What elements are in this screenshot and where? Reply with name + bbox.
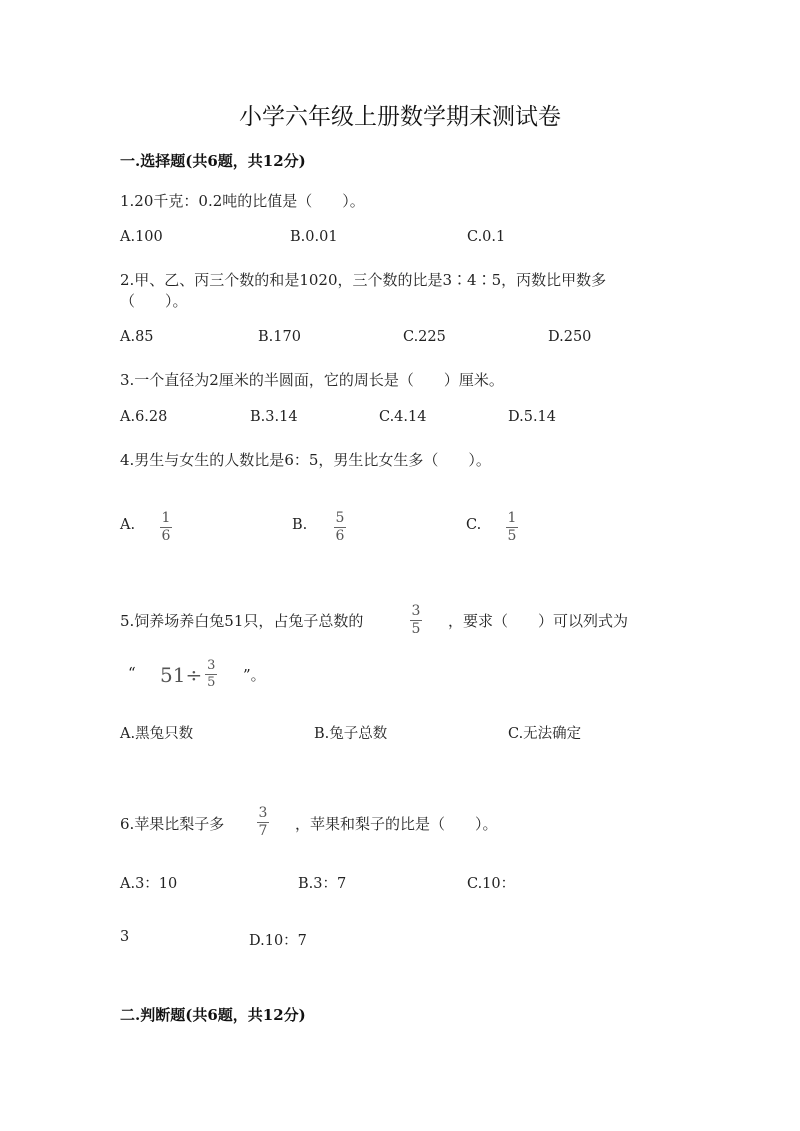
denominator: 6 bbox=[335, 528, 345, 544]
question-5-part-1: 5.饲养场养白兔51只，占兔子总数的 bbox=[120, 612, 364, 630]
question-2-line-2: （ ）。 bbox=[120, 292, 188, 310]
denominator: 5 bbox=[207, 675, 216, 690]
question-3: 3.一个直径为2厘米的半圆面，它的周长是（ ）厘米。 bbox=[120, 371, 504, 389]
q6-option-a: A.3：10 bbox=[120, 876, 178, 892]
q2-option-d: D.250 bbox=[548, 329, 592, 345]
q2-option-b: B.170 bbox=[258, 329, 301, 345]
numerator: 1 bbox=[161, 510, 171, 526]
q2-option-c: C.225 bbox=[403, 329, 446, 345]
denominator: 6 bbox=[161, 528, 171, 544]
q1-option-c: C.0.1 bbox=[467, 229, 506, 245]
q1-option-a: A.100 bbox=[120, 229, 163, 245]
q5-open-quote: “ bbox=[128, 664, 136, 682]
q4-option-a-fraction bbox=[160, 511, 172, 544]
q4-option-c-label: C. bbox=[466, 517, 482, 533]
q4-option-a-label: A. bbox=[120, 517, 136, 533]
q3-option-a: A.6.28 bbox=[120, 409, 168, 425]
q1-option-b: B.0.01 bbox=[290, 229, 338, 245]
q6-fraction bbox=[257, 806, 269, 839]
question-6-part-1: 6.苹果比梨子多 bbox=[120, 815, 225, 833]
q4-option-c-fraction bbox=[506, 511, 518, 544]
question-1: 1.20千克：0.2吨的比值是（ ）。 bbox=[120, 192, 365, 210]
numerator: 3 bbox=[258, 805, 268, 821]
q6-option-d: D.10：7 bbox=[249, 933, 307, 949]
q5-fraction bbox=[410, 604, 422, 637]
q5-option-b: B.兔子总数 bbox=[314, 726, 388, 742]
q6-option-c-wrap: 3 bbox=[120, 929, 130, 945]
denominator: 5 bbox=[507, 528, 517, 544]
denominator: 7 bbox=[258, 823, 268, 839]
numerator: 5 bbox=[335, 510, 345, 526]
question-6-part-2: ，苹果和梨子的比是（ ）。 bbox=[295, 815, 498, 833]
q4-option-b-label: B. bbox=[292, 517, 308, 533]
q4-option-b-fraction bbox=[334, 511, 346, 544]
q5-expression-fraction bbox=[205, 659, 217, 690]
q5-expression-whole: 51÷ bbox=[160, 662, 203, 687]
q3-option-b: B.3.14 bbox=[250, 409, 298, 425]
page-title: 小学六年级上册数学期末测试卷 bbox=[239, 104, 561, 130]
q6-option-b: B.3：7 bbox=[298, 876, 347, 892]
q5-close-quote: ”。 bbox=[243, 666, 266, 684]
q2-option-a: A.85 bbox=[120, 329, 154, 345]
q6-option-c: C.10： bbox=[467, 876, 516, 892]
question-4: 4.男生与女生的人数比是6：5，男生比女生多（ ）。 bbox=[120, 451, 491, 469]
question-2-line-1: 2.甲、乙、丙三个数的和是1020，三个数的比是3∶4∶5，丙数比甲数多 bbox=[120, 271, 607, 289]
numerator: 3 bbox=[207, 658, 216, 673]
numerator: 1 bbox=[507, 510, 517, 526]
question-5-part-2: ，要求（ ）可以列式为 bbox=[448, 612, 629, 630]
q5-expression bbox=[160, 659, 217, 690]
denominator: 5 bbox=[411, 621, 421, 637]
section-heading-choice: 一.选择题(共6题，共12分) bbox=[120, 152, 306, 170]
q5-option-a: A.黑兔只数 bbox=[120, 726, 194, 742]
q3-option-d: D.5.14 bbox=[508, 409, 557, 425]
numerator: 3 bbox=[411, 603, 421, 619]
section-heading-judgement: 二.判断题(共6题，共12分) bbox=[120, 1006, 306, 1024]
q5-option-c: C.无法确定 bbox=[508, 726, 582, 742]
q3-option-c: C.4.14 bbox=[379, 409, 427, 425]
